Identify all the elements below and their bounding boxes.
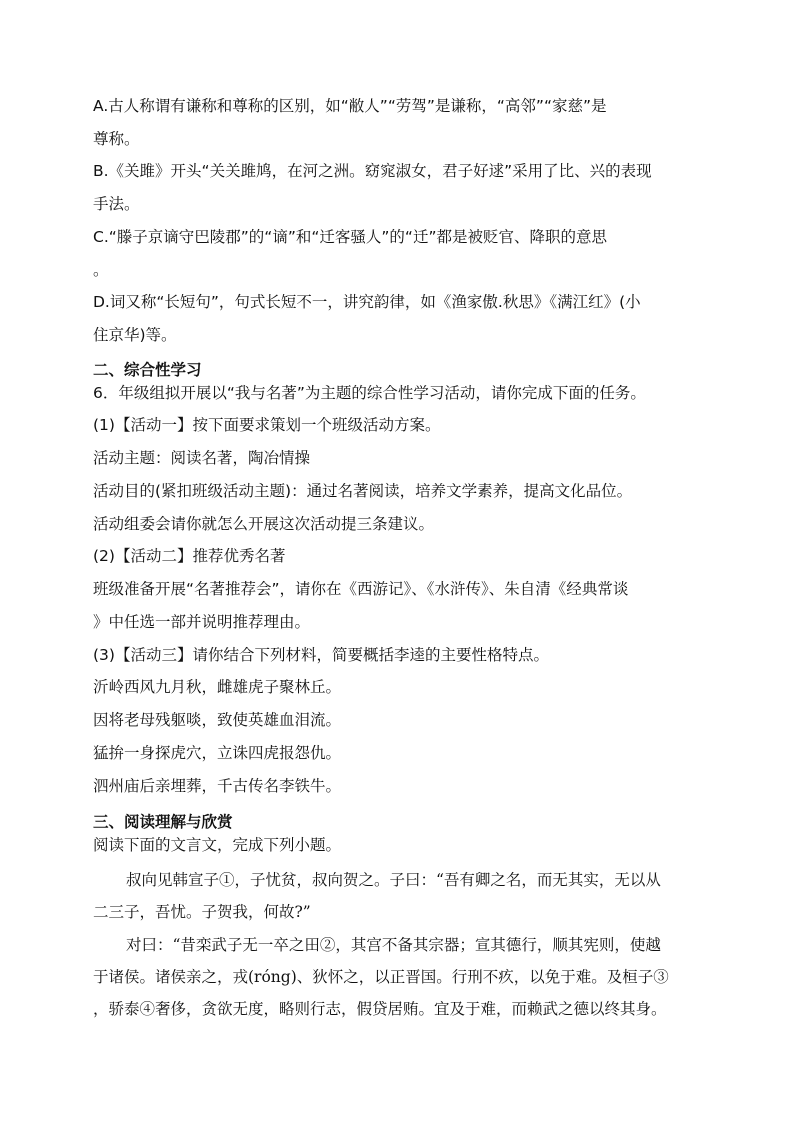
question-6-prompt: 6．年级组拟开展以“我与名著”为主题的综合性学习活动，请你完成下面的任务。 [93, 384, 646, 402]
passage-line-3: 对曰：“昔栾武子无一卒之田②，其宫不备其宗器；宣其德行，顺其宪则，使越 [126, 936, 661, 954]
activity-1-purpose: 活动目的(紧扣班级活动主题)：通过名著阅读，培养文学素养，提高文化品位。 [93, 482, 633, 500]
section-heading-comprehensive-study: 二、综合性学习 [93, 361, 202, 379]
passage-line-1: 叔向见韩宣子①，子忧贫，叔向贺之。子曰：“吾有卿之名，而无其实，无以从 [126, 871, 661, 889]
activity-1-theme: 活动主题：阅读名著，陶冶情操 [93, 449, 311, 467]
option-c-line-1: C.“滕子京谪守巴陵郡”的“谪”和“迁客骚人”的“迁”都是被贬官、降职的意思 [93, 228, 607, 246]
option-a-line-1: A.古人称谓有谦称和尊称的区别，如“敝人”“劳驾”是谦称，“高邻”“家慈”是 [93, 97, 607, 115]
poem-line-1: 沂岭西风九月秋，雌雄虎子聚林丘。 [93, 678, 342, 696]
option-d-line-1: D.词又称“长短句”，句式长短不一，讲究韵律，如《渔家傲.秋思》《满江红》(小 [93, 293, 641, 311]
option-b-line-2: 手法。 [93, 195, 140, 213]
option-d-line-2: 住京华)等。 [93, 326, 177, 344]
poem-line-3: 猛拚一身探虎穴，立诛四虎报怨仇。 [93, 744, 342, 762]
option-b-line-1: B.《关雎》开头“关关雎鸠，在河之洲。窈窕淑女，君子好逑”采用了比、兴的表现 [93, 162, 652, 180]
reading-intro: 阅读下面的文言文，完成下列小题。 [93, 836, 342, 854]
poem-line-4: 泗州庙后亲埋葬，千古传名李铁牛。 [93, 777, 342, 795]
activity-2-title: (2)【活动二】推荐优秀名著 [93, 547, 286, 565]
passage-line-2: 二三子，吾忧。子贺我，何故?” [93, 903, 311, 921]
activity-1-task: 活动组委会请你就怎么开展这次活动提三条建议。 [93, 515, 435, 533]
activity-2-task-line-2: 》中任选一部并说明推荐理由。 [93, 613, 311, 631]
activity-1-title: (1)【活动一】按下面要求策划一个班级活动方案。 [93, 416, 441, 434]
option-c-line-2: 。 [93, 261, 109, 279]
section-heading-reading: 三、阅读理解与欣赏 [93, 813, 233, 831]
poem-line-2: 因将老母残躯啖，致使英雄血泪流。 [93, 711, 342, 729]
activity-2-task-line-1: 班级准备开展“名著推荐会”，请你在《西游记》、《水浒传》、朱自清《经典常谈 [93, 580, 629, 598]
passage-line-5: ，骄泰④奢侈，贪欲无度，略则行志，假贷居贿。宜及于难，而赖武之德以终其身。 [93, 1000, 667, 1018]
passage-line-4: 于诸侯。诸侯亲之，戎(róng)、狄怀之，以正晋国。行刑不疚，以免于难。及桓子③ [93, 968, 669, 986]
option-a-line-2: 尊称。 [93, 130, 140, 148]
activity-3-title: (3)【活动三】请你结合下列材料，简要概括李逵的主要性格特点。 [93, 646, 549, 664]
